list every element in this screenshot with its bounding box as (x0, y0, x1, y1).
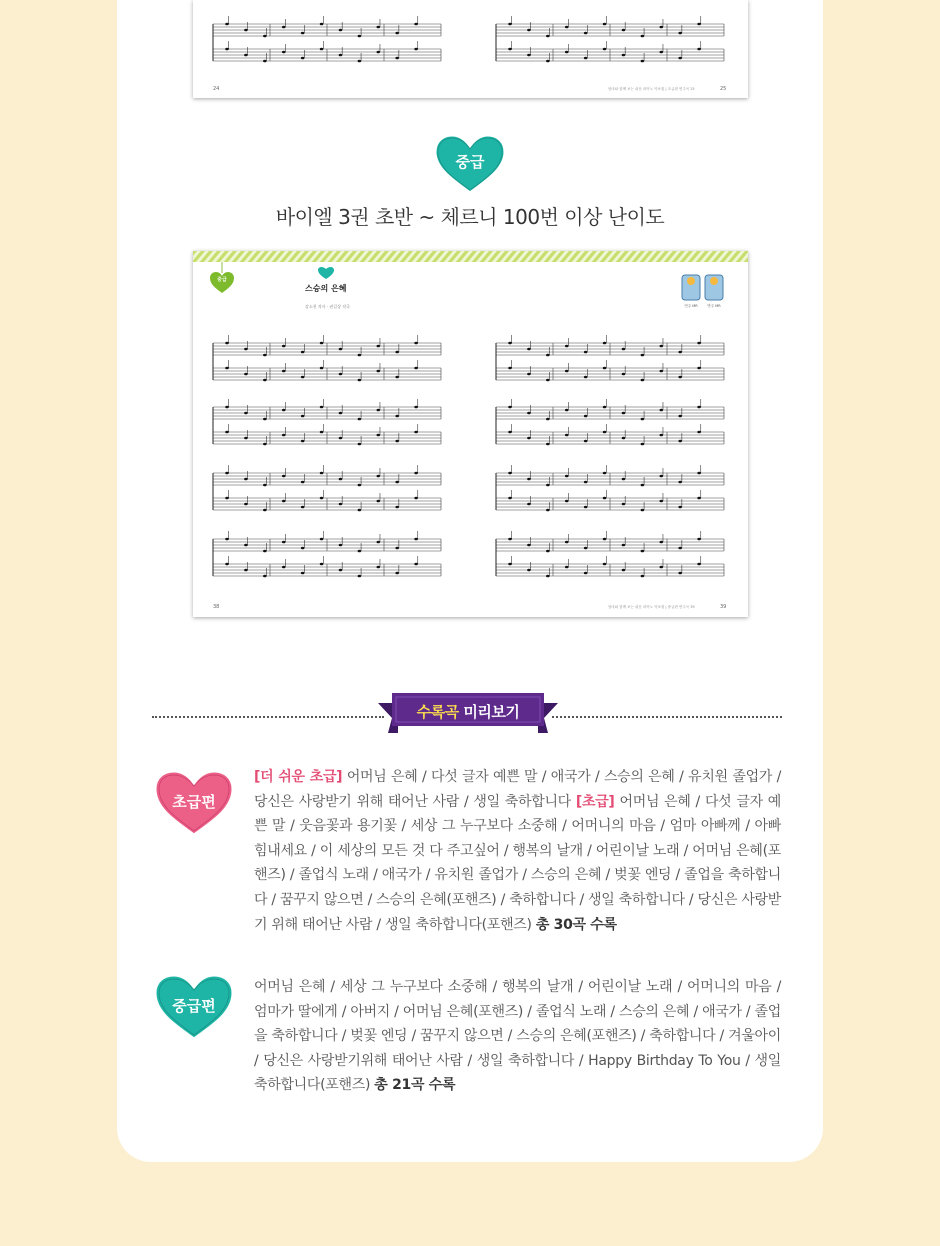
intermediate-song-list (254, 975, 781, 1098)
page-number-right: 39 (720, 604, 727, 610)
preview-title (396, 697, 540, 727)
difficulty-subtitle: 바이엘 3권 초반 ~ 체르니 100번 이상 난이도 (275, 205, 665, 229)
sheet-music-image (193, 0, 748, 98)
mr-icon-label-2: 반주 MR (707, 304, 721, 308)
mr-icons (682, 275, 723, 308)
divider-left (152, 716, 384, 718)
list-intermediate: 어머님 은혜 / 세상 그 누구보다 소중해 / 행복의 날개 / 어린이날 노래 / 어머니의 마음 / 엄마가 딸에게 / 아버지 / 어머님 은혜(포핸즈) / 졸업식 노래 / 스승의 은혜 / 애국가 / 졸업을 축하합니다 / 벚꽃 엔딩 / 꿈꾸지 않으면 / 스승의 은혜(포핸즈) / 축하합니다 / 겨울아이 / 당신은 사랑받기위해 태어난 사람 / 생일 축하합니다 / Happy Birthday To You / 생일 축하합니다(포핸즈) (254, 979, 781, 1094)
intermediate-heart-badge (432, 133, 508, 195)
sheet-music-image (193, 251, 748, 617)
elementary-song-list (254, 765, 781, 937)
sheet-tab-label: 중급 (217, 277, 227, 283)
sheet-music-preview-intermediate (193, 251, 748, 617)
page-number-left: 24 (213, 86, 220, 92)
preview-title-rest: 미리보기 (458, 703, 520, 721)
sheet-music-preview-elementary (193, 0, 748, 98)
intermediate-list-badge-label: 중급편 (172, 997, 216, 1015)
sheet-song-credit: 강소천 작사 · 권길상 작곡 (305, 304, 350, 309)
tag-elementary: [초급] (575, 793, 615, 810)
intermediate-badge-label: 중급 (455, 153, 485, 171)
sheet-song-title: 스승의 은혜 (305, 284, 347, 293)
intermediate-total: 총 21곡 수록 (374, 1077, 456, 1094)
divider-right (552, 716, 782, 718)
mr-icon-label-1: 연주 MR (684, 304, 698, 308)
list-easier-elementary: 어머님 은혜 / 다섯 글자 예쁜 말 / 애국가 / 스승의 은혜 / 유치원 졸업가 / 당신은 사랑받기 위해 태어난 사람 / 생일 축하합니다 (254, 769, 782, 810)
page-number-right: 25 (720, 86, 727, 92)
page-number-left: 38 (213, 604, 220, 610)
preview-title-highlight: 수록곡 (416, 703, 459, 721)
tag-easier-elementary: [더 쉬운 초급] (254, 769, 343, 785)
intermediate-list-heart-badge (152, 972, 236, 1042)
elementary-heart-badge (152, 768, 236, 838)
page-footer-note: 엄마와 함께 보는 쉬운 피아노 악보집 | 중급편 연주곡 39 (608, 605, 695, 609)
list-elementary: 어머님 은혜 / 다섯 글자 예쁜 말 / 웃음꽃과 용기꽃 / 세상 그 누구보다 소중해 / 어머니의 마음 / 엄마 아빠께 / 아빠 힘내세요 / 이 세상의 모든 것 다 주고싶어 / 행복의 날개 / 어린이날 노래 / 어머님 은혜(포핸즈) / 졸업식 노래 / 애국가 / 유치원 졸업가 / 스승의 은혜 / 벚꽃 엔딩 / 졸업을 축하합니다 / 꿈꾸지 않으면 / 스승의 은혜(포핸즈) / 축하합니다 / 생일 축하합니다 / 당신은 사랑받기 위해 태어난 사람 / 생일 축하합니다(포핸즈) (254, 793, 781, 933)
elementary-badge-label: 초급편 (172, 793, 216, 811)
page-footer-note: 엄마와 함께 보는 쉬운 피아노 악보집 | 초급편 연주곡 25 (608, 87, 695, 91)
elementary-total: 총 30곡 수록 (535, 916, 617, 933)
